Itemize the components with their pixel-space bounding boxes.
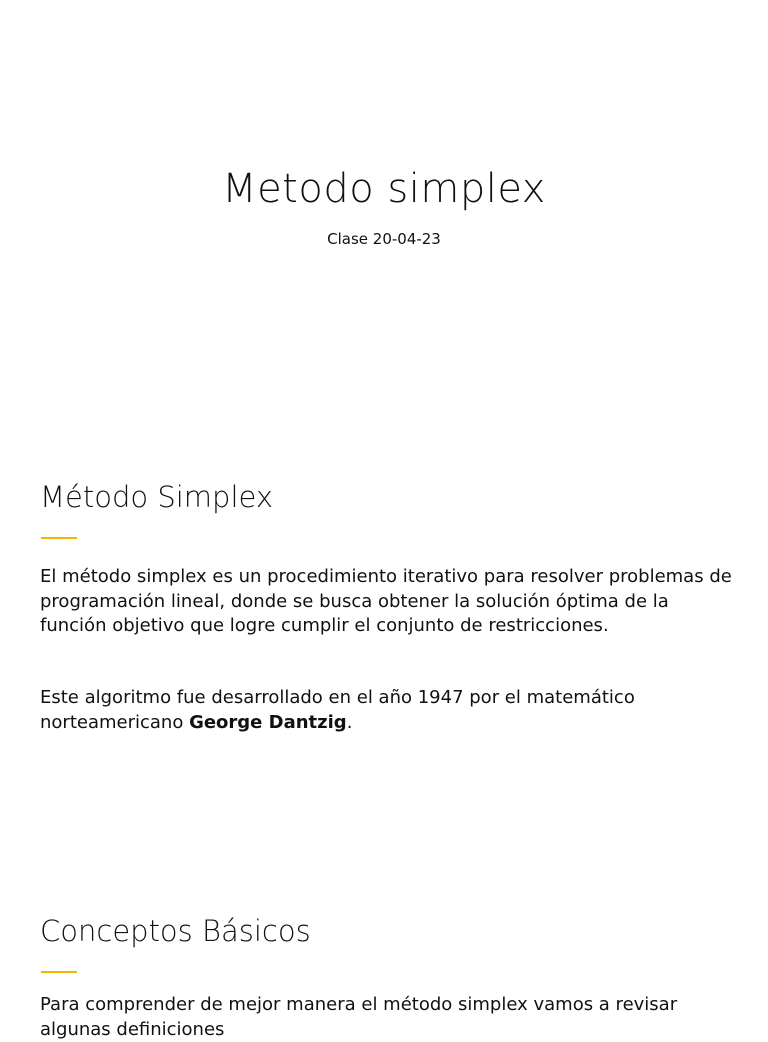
intro-paragraph: Para comprender de mejor manera el método simplex vamos a revisar algunas definiciones <box>40 994 678 1040</box>
section-heading: Método Simplex <box>40 480 274 514</box>
author-name: George Dantzig <box>189 711 347 733</box>
accent-divider <box>41 971 77 973</box>
title-slide <box>0 0 768 432</box>
slide-conceptos-basicos <box>0 864 768 1040</box>
section-heading: Conceptos Básicos <box>40 914 311 948</box>
history-period: . <box>346 711 353 733</box>
page-subtitle: Clase 20-04-23 <box>327 230 441 248</box>
history-text: Este algoritmo fue desarrollado en el año 1947 por el matemático norteamericano <box>40 687 635 733</box>
accent-divider <box>41 537 77 539</box>
slide-metodo-simplex <box>0 432 768 864</box>
page-title: Metodo simplex <box>222 166 546 212</box>
history-paragraph <box>40 686 740 735</box>
definition-paragraph: El método simplex es un procedimiento iterativo para resolver problemas de programación lineal, donde se busca obtener la solución óptima de la función objetivo que logre cumplir el conjunto de restricciones. <box>40 566 732 636</box>
